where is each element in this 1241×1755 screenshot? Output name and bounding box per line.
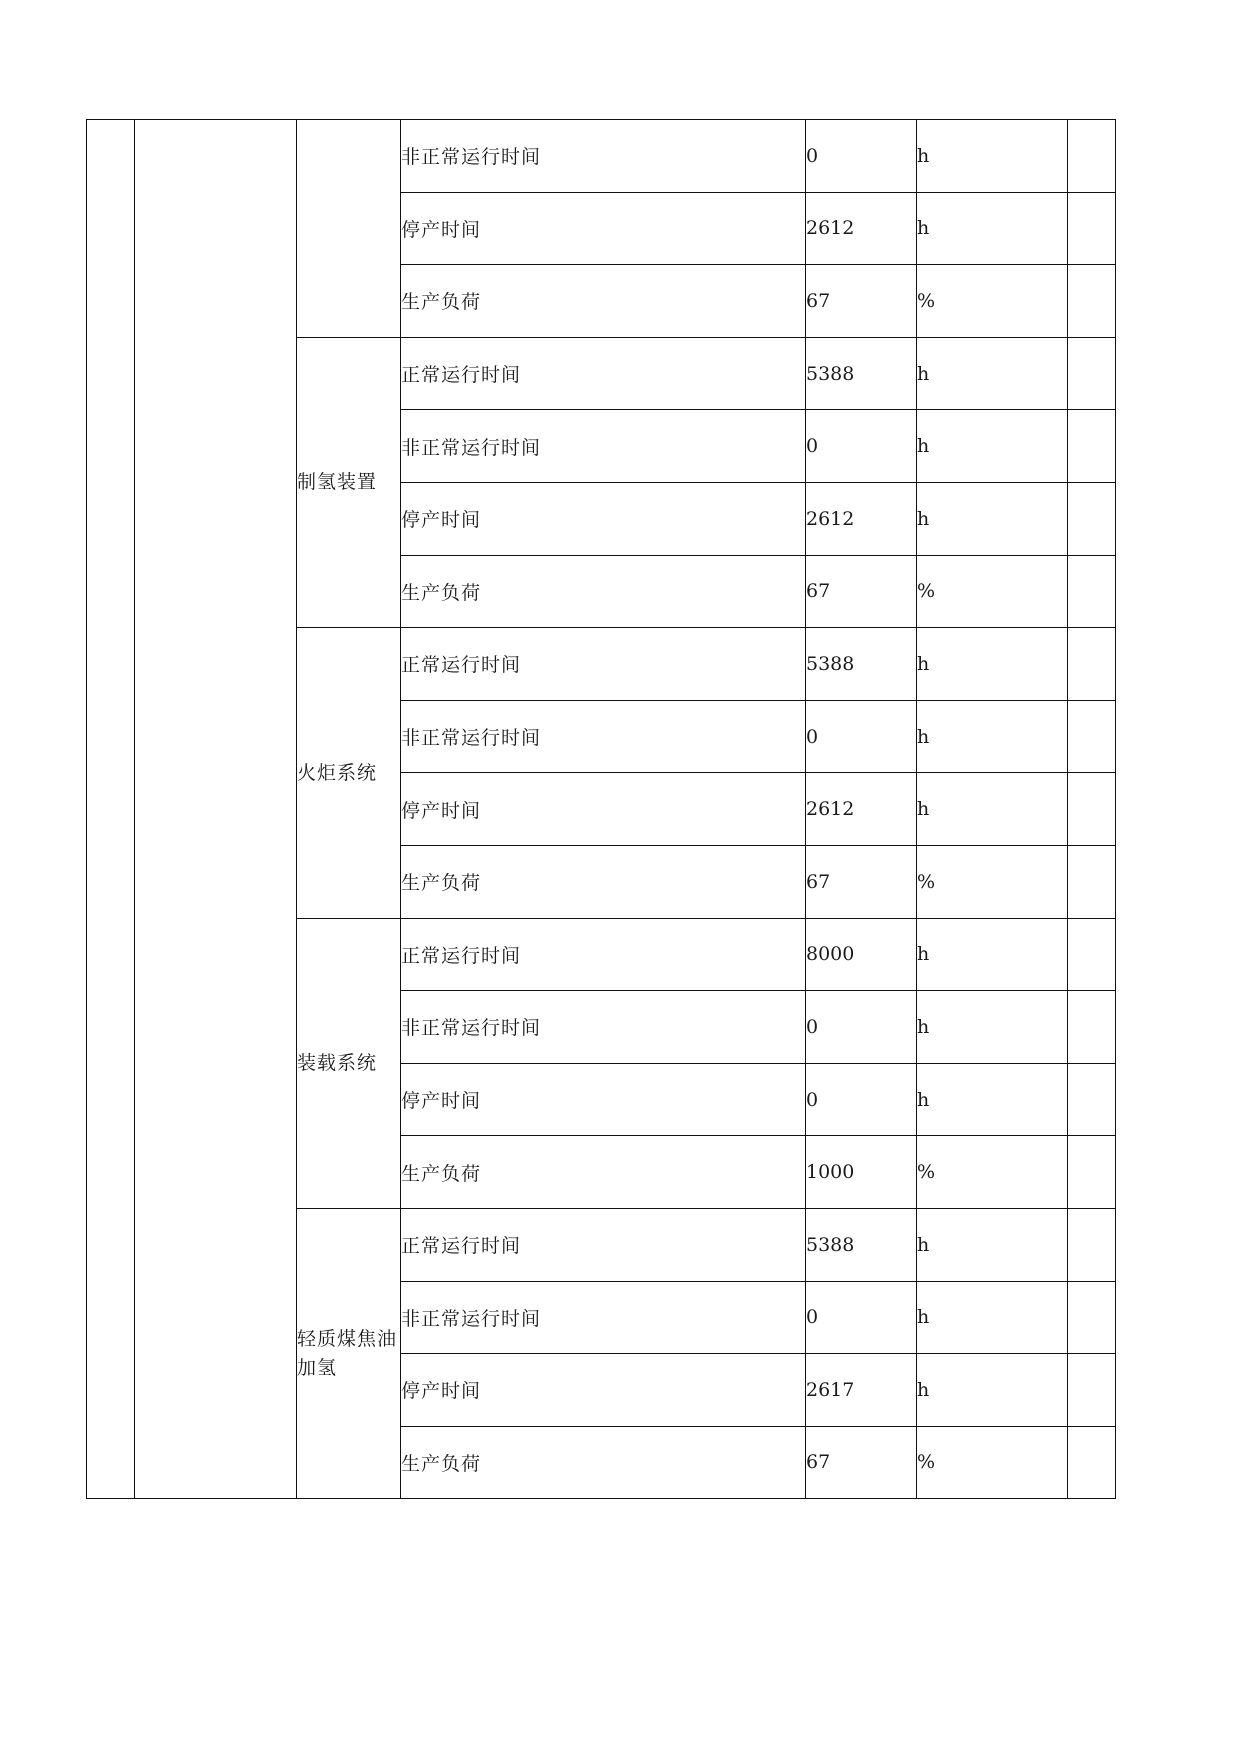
indicator-name-cell: 生产负荷 — [401, 845, 806, 918]
note-cell — [1068, 700, 1116, 773]
indicator-name-cell: 生产负荷 — [401, 555, 806, 628]
note-cell — [1068, 1426, 1116, 1499]
note-cell — [1068, 337, 1116, 410]
indicator-unit-cell: h — [917, 1208, 1068, 1281]
indicator-name-cell: 停产时间 — [401, 1354, 806, 1427]
note-cell — [1068, 192, 1116, 265]
note-cell — [1068, 120, 1116, 193]
indicator-value-cell: 0 — [806, 1063, 917, 1136]
indicator-unit-cell: h — [917, 700, 1068, 773]
indicator-unit-cell: h — [917, 1281, 1068, 1354]
indicator-unit-cell: h — [917, 628, 1068, 701]
indicator-value-cell: 1000 — [806, 1136, 917, 1209]
indicator-unit-cell: % — [917, 265, 1068, 338]
note-cell — [1068, 1281, 1116, 1354]
note-cell — [1068, 410, 1116, 483]
indicator-value-cell: 0 — [806, 991, 917, 1064]
indicator-name-cell: 非正常运行时间 — [401, 700, 806, 773]
production-time-table — [86, 119, 1116, 1499]
indicator-name-cell: 生产负荷 — [401, 265, 806, 338]
note-cell — [1068, 628, 1116, 701]
indicator-name-cell: 非正常运行时间 — [401, 120, 806, 193]
device-name-cell — [297, 120, 401, 338]
indicator-unit-cell: h — [917, 120, 1068, 193]
indicator-unit-cell: % — [917, 1426, 1068, 1499]
indicator-name-cell: 停产时间 — [401, 1063, 806, 1136]
device-name-cell — [297, 628, 401, 918]
indicator-unit-cell: % — [917, 555, 1068, 628]
device-name-label: 装载系统 — [297, 1051, 378, 1074]
indicator-value-cell: 5388 — [806, 337, 917, 410]
table-body — [87, 120, 1116, 1499]
indicator-value-cell: 0 — [806, 120, 917, 193]
indicator-unit-cell: h — [917, 337, 1068, 410]
indicator-unit-cell: h — [917, 1354, 1068, 1427]
device-name-label: 制氢装置 — [297, 471, 378, 494]
indicator-value-cell: 0 — [806, 410, 917, 483]
indicator-name-cell: 正常运行时间 — [401, 337, 806, 410]
device-name-label: 火炬系统 — [297, 761, 378, 784]
indicator-name-cell: 正常运行时间 — [401, 918, 806, 991]
indicator-value-cell: 0 — [806, 700, 917, 773]
indicator-unit-cell: h — [917, 192, 1068, 265]
indicator-value-cell: 2612 — [806, 192, 917, 265]
indicator-unit-cell: h — [917, 482, 1068, 555]
index-column-cell — [87, 120, 135, 1499]
indicator-value-cell: 67 — [806, 845, 917, 918]
indicator-value-cell: 2617 — [806, 1354, 917, 1427]
indicator-value-cell: 67 — [806, 555, 917, 628]
note-cell — [1068, 265, 1116, 338]
indicator-value-cell: 67 — [806, 1426, 917, 1499]
category-column-cell — [135, 120, 297, 1499]
note-cell — [1068, 1063, 1116, 1136]
indicator-value-cell: 2612 — [806, 773, 917, 846]
indicator-unit-cell: % — [917, 1136, 1068, 1209]
note-cell — [1068, 991, 1116, 1064]
indicator-name-cell: 正常运行时间 — [401, 628, 806, 701]
indicator-value-cell: 2612 — [806, 482, 917, 555]
indicator-value-cell: 5388 — [806, 1208, 917, 1281]
indicator-name-cell: 非正常运行时间 — [401, 410, 806, 483]
indicator-unit-cell: % — [917, 845, 1068, 918]
indicator-name-cell: 生产负荷 — [401, 1426, 806, 1499]
indicator-unit-cell: h — [917, 773, 1068, 846]
indicator-unit-cell: h — [917, 991, 1068, 1064]
note-cell — [1068, 1354, 1116, 1427]
table-row — [87, 120, 1116, 193]
indicator-name-cell: 生产负荷 — [401, 1136, 806, 1209]
note-cell — [1068, 555, 1116, 628]
indicator-unit-cell: h — [917, 1063, 1068, 1136]
indicator-name-cell: 正常运行时间 — [401, 1208, 806, 1281]
note-cell — [1068, 1136, 1116, 1209]
device-name-cell — [297, 918, 401, 1208]
indicator-name-cell: 停产时间 — [401, 773, 806, 846]
indicator-value-cell: 5388 — [806, 628, 917, 701]
indicator-unit-cell: h — [917, 918, 1068, 991]
note-cell — [1068, 773, 1116, 846]
device-name-cell — [297, 337, 401, 627]
indicator-name-cell: 停产时间 — [401, 192, 806, 265]
indicator-name-cell: 非正常运行时间 — [401, 1281, 806, 1354]
device-name-cell — [297, 1208, 401, 1498]
indicator-value-cell: 0 — [806, 1281, 917, 1354]
note-cell — [1068, 845, 1116, 918]
indicator-value-cell: 8000 — [806, 918, 917, 991]
indicator-value-cell: 67 — [806, 265, 917, 338]
indicator-name-cell: 停产时间 — [401, 482, 806, 555]
indicator-name-cell: 非正常运行时间 — [401, 991, 806, 1064]
device-name-label: 轻质煤焦油加氢 — [297, 1328, 398, 1379]
note-cell — [1068, 1208, 1116, 1281]
indicator-unit-cell: h — [917, 410, 1068, 483]
note-cell — [1068, 918, 1116, 991]
note-cell — [1068, 482, 1116, 555]
